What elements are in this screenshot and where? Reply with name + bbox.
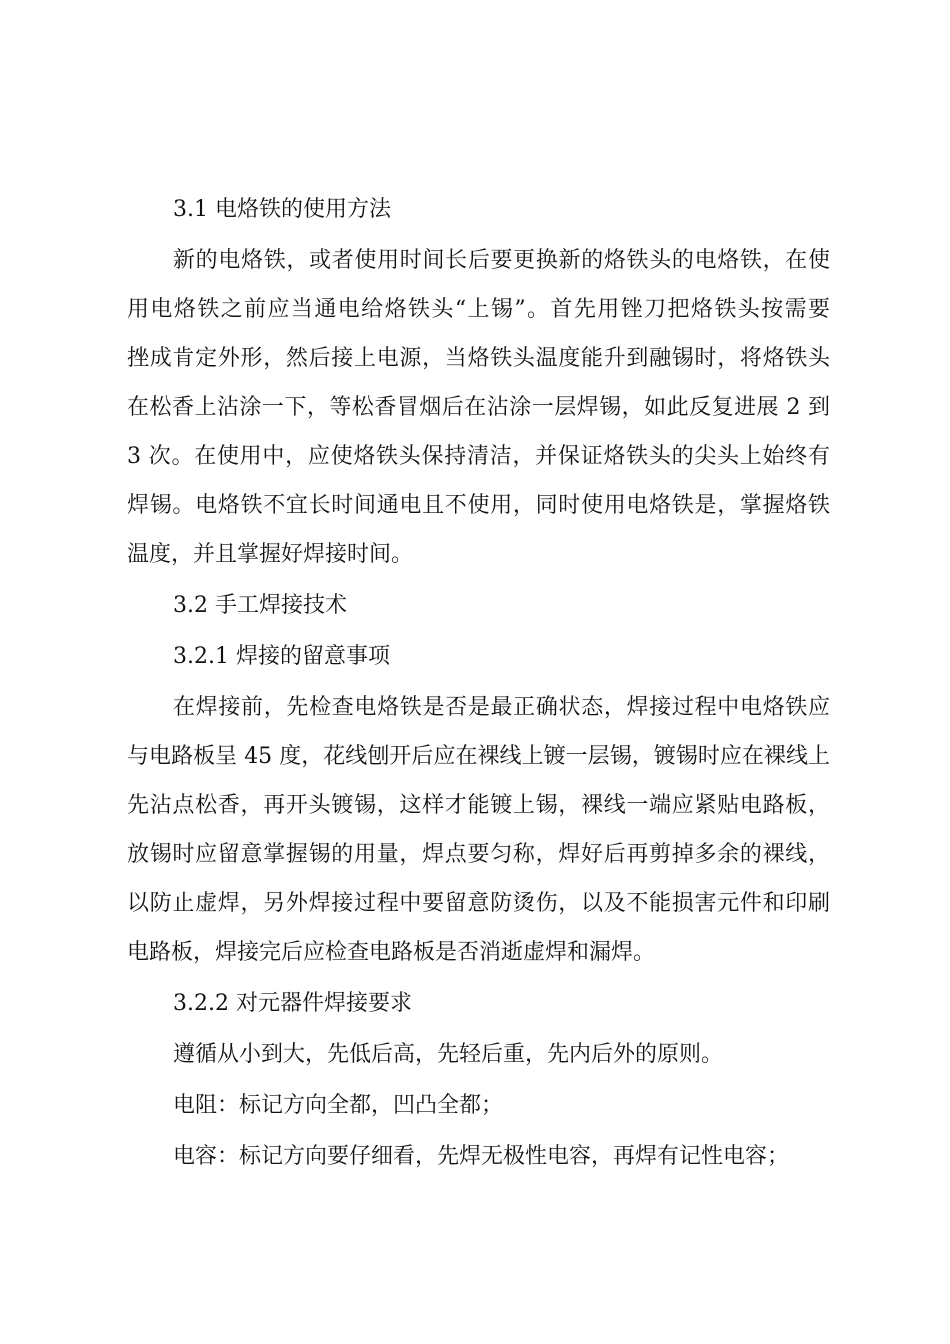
paragraph-line: 挫成肯定外形，然后接上电源，当烙铁头温度能升到融锡时，将烙铁头 <box>127 346 830 371</box>
paragraph-line: 3 次。在使用中，应使烙铁头保持清洁，并保证烙铁头的尖头上始终有 <box>127 444 830 469</box>
section-heading-3-2-1: 3.2.1 焊接的留意事项 <box>173 644 390 669</box>
resistor-requirement-line: 电阻：标记方向全都，凹凸全都； <box>173 1093 504 1118</box>
section-heading-3-2: 3.2 手工焊接技术 <box>173 593 347 618</box>
paragraph-soldering-iron-usage <box>127 236 830 579</box>
paragraph-line: 用电烙铁之前应当通电给烙铁头“上锡”。首先用锉刀把烙铁头按需要 <box>127 297 830 322</box>
paragraph-line: 在松香上沾涂一下，等松香冒烟后在沾涂一层焊锡，如此反复进展 2 到 <box>127 395 830 420</box>
paragraph-line: 与电路板呈 45 度，花线刨开后应在裸线上镀一层锡，镀锡时应在裸线上 <box>127 744 830 769</box>
paragraph-soldering-precautions <box>127 683 830 977</box>
paragraph-line: 电路板，焊接完后应检查电路板是否消逝虚焊和漏焊。 <box>127 940 656 965</box>
paragraph-line: 放锡时应留意掌握锡的用量，焊点要匀称，焊好后再剪掉多余的裸线， <box>127 842 830 867</box>
section-heading-3-1: 3.1 电烙铁的使用方法 <box>173 197 391 222</box>
paragraph-line: 焊锡。电烙铁不宜长时间通电且不使用，同时使用电烙铁是，掌握烙铁 <box>127 493 830 518</box>
paragraph-line: 新的电烙铁，或者使用时间长后要更换新的烙铁头的电烙铁，在使 <box>173 248 830 273</box>
paragraph-line: 先沾点松香，再开头镀锡，这样才能镀上锡，裸线一端应紧贴电路板， <box>127 793 830 818</box>
document-body <box>127 185 830 1181</box>
paragraph-line: 以防止虚焊，另外焊接过程中要留意防烫伤，以及不能损害元件和印刷 <box>127 891 830 916</box>
capacitor-requirement-line: 电容：标记方向要仔细看，先焊无极性电容，再焊有记性电容； <box>173 1144 790 1169</box>
paragraph-line: 温度，并且掌握好焊接时间。 <box>127 542 414 567</box>
principle-line: 遵循从小到大，先低后高，先轻后重，先内后外的原则。 <box>173 1042 724 1067</box>
paragraph-line: 在焊接前，先检查电烙铁是否是最正确状态，焊接过程中电烙铁应 <box>173 695 830 720</box>
section-heading-3-2-2: 3.2.2 对元器件焊接要求 <box>173 991 412 1016</box>
